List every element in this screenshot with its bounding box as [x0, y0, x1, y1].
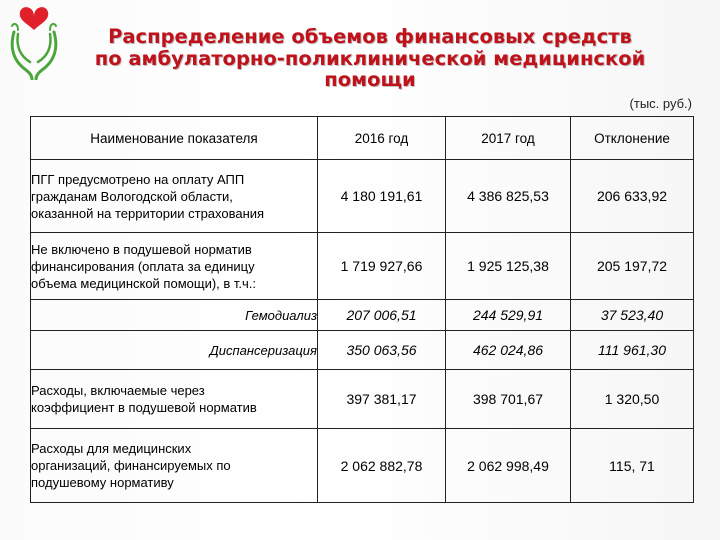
cell-2017: 244 529,91 [446, 300, 571, 331]
table-row [31, 370, 694, 429]
row-label-line: финансирования (оплата за единицу [31, 258, 255, 274]
table-row [31, 233, 694, 300]
row-label [31, 370, 318, 429]
units-label: (тыс. руб.) [629, 96, 692, 111]
row-label-line: Расходы, включаемые через [31, 383, 205, 398]
cell-2017: 462 024,86 [446, 331, 571, 370]
cell-2017: 398 701,67 [446, 370, 571, 429]
row-label-line: оказанной на территории страхования [31, 205, 265, 221]
row-label-line: ПГГ предусмотрено на оплату АПП [31, 171, 245, 187]
row-label-line: объема медицинской помощи), в т.ч.: [31, 275, 257, 291]
heart-hands-logo-icon [4, 2, 64, 80]
cell-2016: 397 381,17 [318, 370, 446, 429]
row-label [31, 160, 318, 233]
title-line-3: помощи [324, 68, 416, 91]
row-label-line: подушевому нормативу [31, 475, 174, 490]
row-label: Диспансеризация [31, 331, 318, 370]
row-label-line: Расходы для медицинских [31, 441, 192, 456]
row-label-line: Не включено в подушевой норматив [31, 241, 252, 257]
row-label [31, 429, 318, 503]
header-indicator: Наименование показателя [31, 117, 318, 160]
finance-table [30, 116, 694, 503]
header-2016: 2016 год [318, 117, 446, 160]
cell-deviation: 115, 71 [571, 429, 694, 503]
table-row [31, 429, 694, 503]
cell-deviation: 205 197,72 [571, 233, 694, 300]
title-line-2: по амбулаторно-поликлинической медицинской [94, 46, 646, 70]
table-row [31, 300, 694, 331]
cell-2017: 4 386 825,53 [446, 160, 571, 233]
cell-2016: 350 063,56 [318, 331, 446, 370]
row-label: Гемодиализ [31, 300, 318, 331]
table-row [31, 160, 694, 233]
table-header-row [31, 117, 694, 160]
cell-2017: 1 925 125,38 [446, 233, 571, 300]
header-deviation: Отклонение [571, 117, 694, 160]
cell-2016: 4 180 191,61 [318, 160, 446, 233]
title-line-1: Распределение объемов финансовых средств [108, 25, 632, 48]
cell-deviation: 1 320,50 [571, 370, 694, 429]
row-label-line: организаций, финансируемых по [31, 458, 231, 473]
cell-deviation: 206 633,92 [571, 160, 694, 233]
row-label-line: коэффициент в подушевой норматив [31, 400, 257, 415]
row-label-line: гражданам Вологодской области, [31, 188, 233, 204]
page-title [70, 26, 670, 91]
table-row [31, 331, 694, 370]
row-label [31, 233, 318, 300]
cell-2016: 2 062 882,78 [318, 429, 446, 503]
cell-deviation: 111 961,30 [571, 331, 694, 370]
cell-deviation: 37 523,40 [571, 300, 694, 331]
cell-2016: 1 719 927,66 [318, 233, 446, 300]
cell-2017: 2 062 998,49 [446, 429, 571, 503]
header-2017: 2017 год [446, 117, 571, 160]
cell-2016: 207 006,51 [318, 300, 446, 331]
